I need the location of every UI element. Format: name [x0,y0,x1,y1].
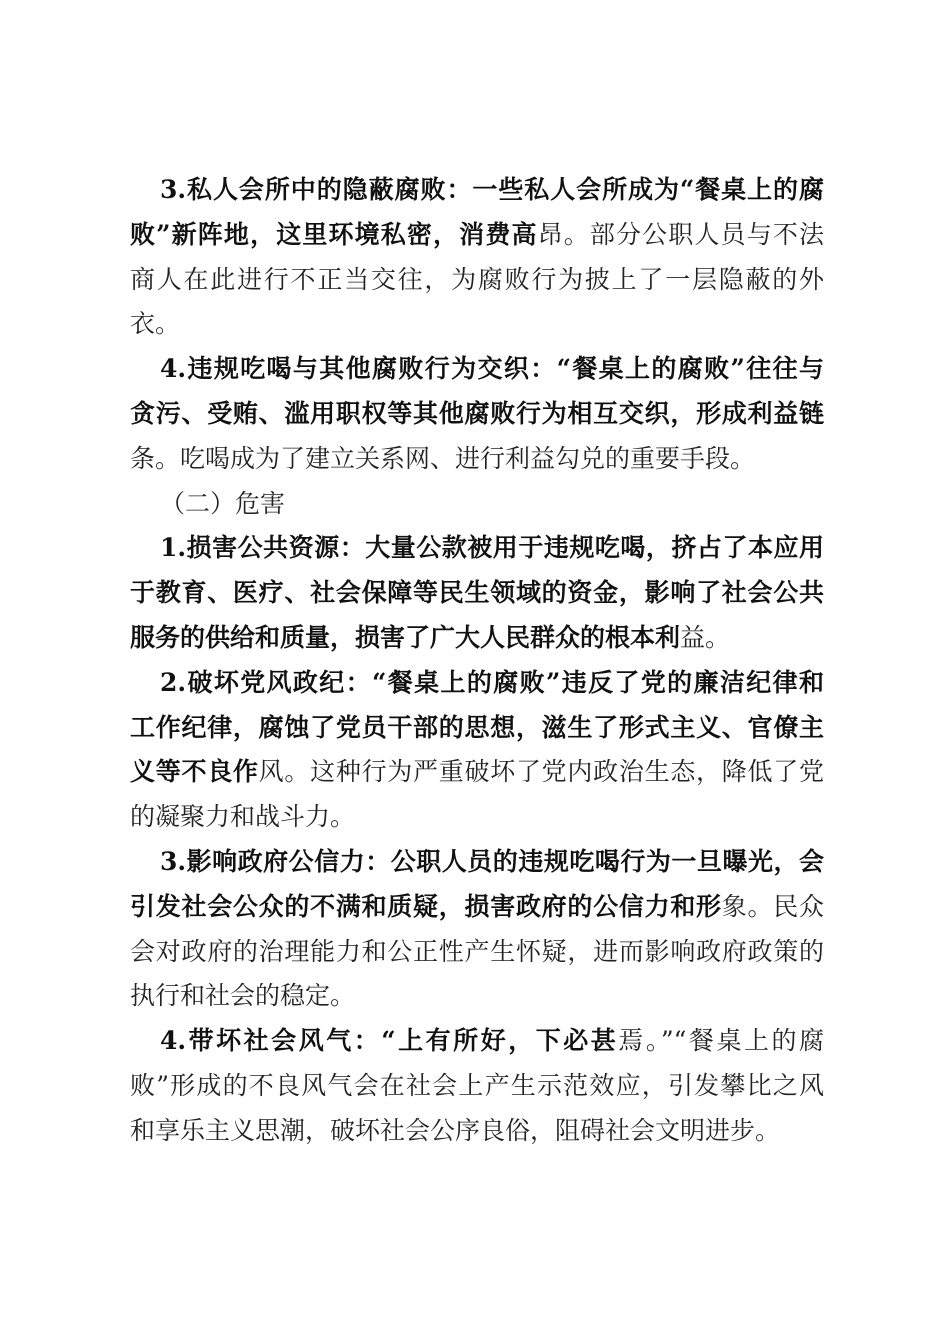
text-line [130,347,824,392]
bold-text: 1.损害公共资源：大量公款被用于违规吃喝，挤占了本应用 [160,533,824,563]
paragraph [130,1019,824,1153]
text-line [130,302,824,347]
document-body [130,168,824,1154]
body-text: 风。这种行为严重破坏了党内政治生态，降低了党 [258,757,824,787]
bold-text: 2.破坏党风政纪：“餐桌上的腐败”违反了党的廉洁纪律和 [160,667,824,697]
bold-text: 3.私人会所中的隐蔽腐败：一些私人会所成为“餐桌上的腐 [160,175,824,204]
body-text: 会对政府的治理能力和公正性产生怀疑，进而影响政府政策的 [130,936,824,966]
text-line [130,526,824,571]
body-text: 执行和社会的稳定。 [130,981,356,1011]
text-line [130,258,824,303]
text-line [130,840,824,885]
body-text: 商人在此进行不正当交往，为腐败行为披上了一层隐蔽的外 [130,264,824,294]
bold-text: 义等不良作 [130,757,259,787]
bold-text: 服务的供给和质量，损害了广大人民群众的根本利 [130,622,681,652]
bold-text: 于教育、医疗、社会保障等民生领域的资金，影响了社会公共 [130,578,824,608]
text-line [130,616,824,661]
text-line [130,885,824,930]
paragraph [130,840,824,1019]
text-line [130,437,824,482]
body-text: 的凝聚力和战斗力。 [130,802,356,832]
text-line [130,482,824,527]
bold-text: 4.违规吃喝与其他腐败行为交织：“餐桌上的腐败”往往与 [160,354,824,384]
bold-text: 工作纪律，腐蚀了党员干部的思想，滋生了形式主义、官僚主 [130,712,824,742]
bold-text: 引发社会公众的不满和质疑，损害政府的公信力和形 [130,891,722,921]
paragraph [130,168,824,347]
bold-text: 贪污、受贿、滥用职权等其他腐败行为相互交织，形成利益链 [130,398,824,428]
paragraph [130,347,824,481]
body-text: （二）危害 [160,488,286,518]
body-text: 象。民众 [721,891,824,921]
text-line [130,661,824,706]
bold-text: 4.带坏社会风气：“上有所好，下必甚 [160,1026,619,1056]
text-line [130,750,824,795]
section-heading [130,482,824,527]
paragraph [130,661,824,840]
text-line [130,974,824,1019]
body-text: 昂。部分公职人员与不法 [537,219,824,249]
text-line [130,1109,824,1154]
body-text: 益。 [680,622,731,652]
body-text: 条。吃喝成为了建立关系网、进行利益勾兑的重要手段。 [130,443,756,473]
text-line [130,1064,824,1109]
text-line [130,213,824,258]
paragraph [130,526,824,660]
bold-text: 3.影响政府公信力：公职人员的违规吃喝行为一旦曝光，会 [160,846,824,876]
text-line [130,1019,824,1064]
body-text: 败”形成的不良风气会在社会上产生示范效应，引发攀比之风 [130,1070,824,1100]
body-text: 衣。 [130,309,181,339]
body-text: 焉。”“餐桌上的腐 [618,1026,825,1056]
text-line [130,571,824,616]
text-line [130,168,824,213]
text-line [130,392,824,437]
bold-text: 败”新阵地，这里环境私密，消费高 [130,219,538,249]
text-line [130,706,824,751]
text-line [130,930,824,975]
text-line [130,795,824,840]
body-text: 和享乐主义思潮，破坏社会公序良俗，阻碍社会文明进步。 [130,1115,781,1145]
